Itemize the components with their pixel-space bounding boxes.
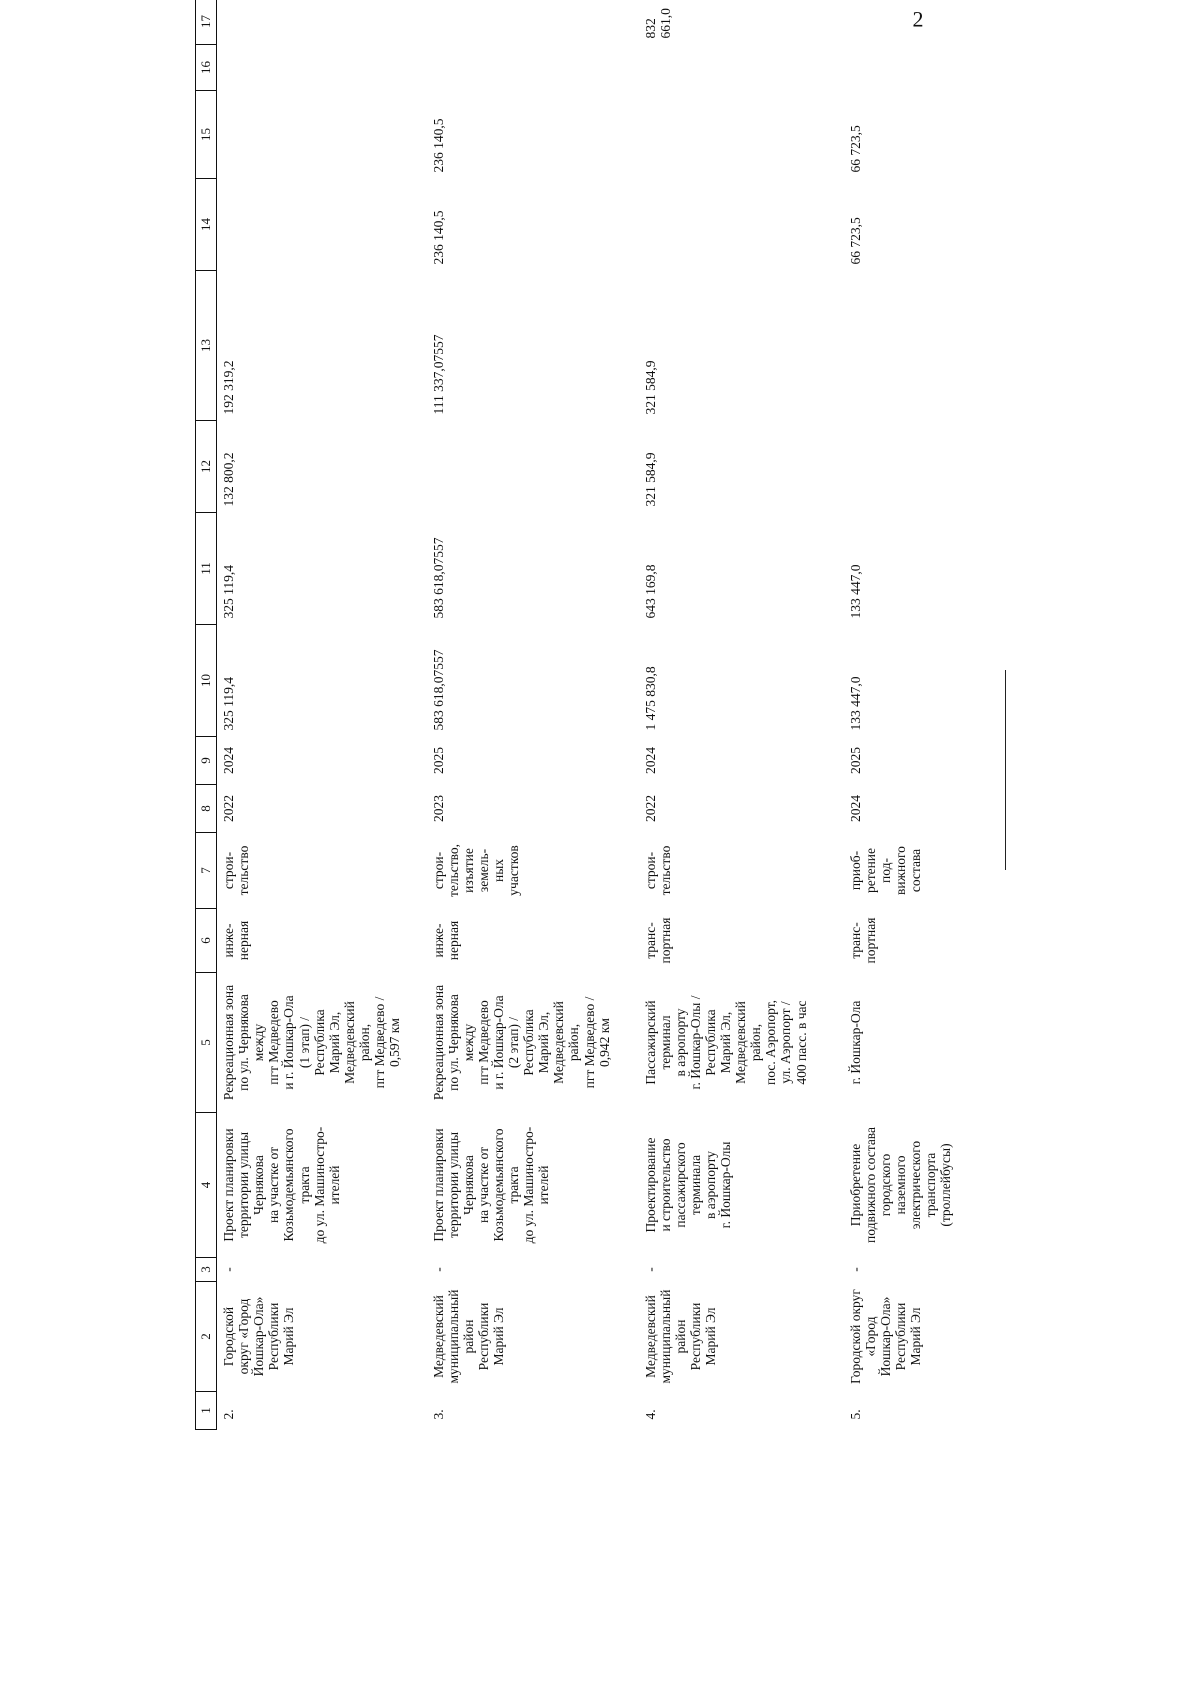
- municipality-cell: Медведевский муниципальный район Республики Марий Эл: [642, 1289, 718, 1384]
- header-col-12: 12: [196, 421, 217, 513]
- year-start-cell: 2022: [221, 795, 236, 822]
- year-start-cell: 2022: [642, 795, 658, 822]
- col14-cell: [217, 179, 427, 271]
- object-cell: г. Йошкар-Ола: [847, 1000, 863, 1085]
- col16-cell: [639, 45, 844, 91]
- year-end-cell: 2024: [642, 747, 658, 774]
- row-number: 5.: [847, 1409, 863, 1420]
- rotated-table-area: [195, 0, 955, 1430]
- col3-cell: -: [221, 1267, 236, 1272]
- header-col-14: 14: [196, 179, 217, 271]
- kind-cell: строи- тельство: [221, 845, 252, 896]
- header-col-5: 5: [196, 973, 217, 1113]
- header-col-13: 13: [196, 271, 217, 421]
- col14-cell: 66 723,5: [847, 217, 863, 265]
- year-end-cell: 2024: [221, 747, 236, 774]
- col10-cell: 133 447,0: [847, 676, 863, 731]
- type-cell: инже- нерная: [430, 920, 461, 961]
- col3-cell: -: [430, 1267, 446, 1272]
- col11-cell: 325 119,4: [221, 565, 236, 619]
- col17-cell: [217, 0, 427, 45]
- col15-cell: 236 140,5: [430, 118, 446, 173]
- col14-cell: [639, 179, 844, 271]
- col11-cell: 133 447,0: [847, 564, 863, 619]
- table-row: [844, 0, 958, 1430]
- col14-cell: 236 140,5: [430, 210, 446, 265]
- project-cell: Проектирование и строительство пассажирского терминала в аэропорту г. Йошкар-Олы: [642, 1137, 734, 1233]
- col3-cell: -: [642, 1267, 658, 1272]
- col12-cell: [844, 421, 958, 513]
- col16-cell: [844, 45, 958, 91]
- kind-cell: строи- тельство, изъятие земель- ных участков: [430, 843, 522, 898]
- row-number: 2.: [221, 1409, 236, 1420]
- col10-cell: 325 119,4: [221, 677, 236, 731]
- type-cell: транс- портная: [847, 917, 878, 964]
- col11-cell: 643 169,8: [642, 564, 658, 619]
- col11-cell: 583 618,07557: [430, 537, 446, 619]
- type-cell: транс- портная: [642, 917, 673, 964]
- year-end-cell: 2025: [430, 747, 446, 774]
- project-cell: Проект планировки территории улицы Чернякова на участке от Козьмодемьянского тракта до ул. Машиностро- ителей: [221, 1126, 342, 1244]
- year-start-cell: 2023: [430, 795, 446, 822]
- row-number: 4.: [642, 1409, 658, 1420]
- project-cell: Проект планировки территории улицы Чернякова на участке от Козьмодемьянского тракта до ул. Машиностро- ителей: [430, 1126, 552, 1244]
- col12-cell: 321 584,9: [642, 452, 658, 507]
- header-col-16: 16: [196, 45, 217, 91]
- object-cell: Рекреационная зона по ул. Чернякова между пгт Медведево и г. Йошкар-Ола (2 этап) / Республика Марий Эл, Медведевский район, пгт Медведево / 0,942 км: [430, 984, 612, 1101]
- col15-cell: [639, 91, 844, 179]
- header-col-6: 6: [196, 909, 217, 973]
- year-start-cell: 2024: [847, 795, 863, 822]
- row-number: 3.: [430, 1409, 446, 1420]
- investment-projects-table: [195, 0, 957, 1430]
- table-row: [217, 0, 427, 1430]
- col13-cell: 321 584,9: [642, 360, 658, 415]
- col10-cell: 1 475 830,8: [642, 666, 658, 731]
- header-col-10: 10: [196, 625, 217, 737]
- header-col-9: 9: [196, 737, 217, 785]
- municipality-cell: Медведевский муниципальный район Республики Марий Эл: [430, 1289, 506, 1384]
- col15-cell: [217, 91, 427, 179]
- separator-line: [1005, 670, 1006, 870]
- col17-cell: 832 661,0: [642, 8, 673, 39]
- year-end-cell: 2025: [847, 747, 863, 774]
- col12-cell: [427, 421, 639, 513]
- col13-cell: 111 337,07557: [430, 334, 446, 415]
- col17-cell: [844, 0, 958, 45]
- col13-cell: 192 319,2: [221, 360, 236, 415]
- col12-cell: 132 800,2: [221, 452, 236, 507]
- table-row: [639, 0, 844, 1430]
- header-col-17: 17: [196, 0, 217, 45]
- col3-cell: -: [847, 1267, 863, 1272]
- header-col-8: 8: [196, 785, 217, 833]
- page-number: 2: [912, 6, 924, 32]
- kind-cell: строи- тельство: [642, 845, 673, 896]
- header-col-3: 3: [196, 1258, 217, 1282]
- col13-cell: [844, 271, 958, 421]
- col15-cell: 66 723,5: [847, 125, 863, 173]
- header-col-11: 11: [196, 513, 217, 625]
- col10-cell: 583 618,07557: [430, 649, 446, 731]
- header-col-4: 4: [196, 1113, 217, 1258]
- header-row: [196, 0, 217, 1430]
- header-col-15: 15: [196, 91, 217, 179]
- type-cell: инже- нерная: [221, 920, 252, 961]
- municipality-cell: Городской округ «Город Йошкар-Ола» Республики Марий Эл: [221, 1296, 297, 1377]
- kind-cell: приоб- ретение под- вижного состава: [847, 846, 923, 895]
- header-col-1: 1: [196, 1392, 217, 1430]
- header-col-7: 7: [196, 833, 217, 909]
- municipality-cell: Городской округ «Город Йошкар-Ола» Республики Марий Эл: [847, 1289, 923, 1384]
- table-row: [427, 0, 639, 1430]
- col17-cell: [427, 0, 639, 45]
- col16-cell: [217, 45, 427, 91]
- object-cell: Рекреационная зона по ул. Чернякова между пгт Медведево и г. Йошкар-Ола (1 этап) / Республика Марий Эл, Медведевский район, пгт Медведево / 0,597 км: [221, 984, 403, 1101]
- header-col-2: 2: [196, 1282, 217, 1392]
- project-cell: Приобретение подвижного состава городского наземного электрического транспорта (троллейбусы): [847, 1127, 954, 1243]
- object-cell: Пассажирский терминал в аэропорту г. Йошкар-Олы / Республика Марий Эл, Медведевский район, пос. Аэропорт, ул. Аэропорт / 400 пасс. в час: [642, 995, 809, 1090]
- col16-cell: [427, 45, 639, 91]
